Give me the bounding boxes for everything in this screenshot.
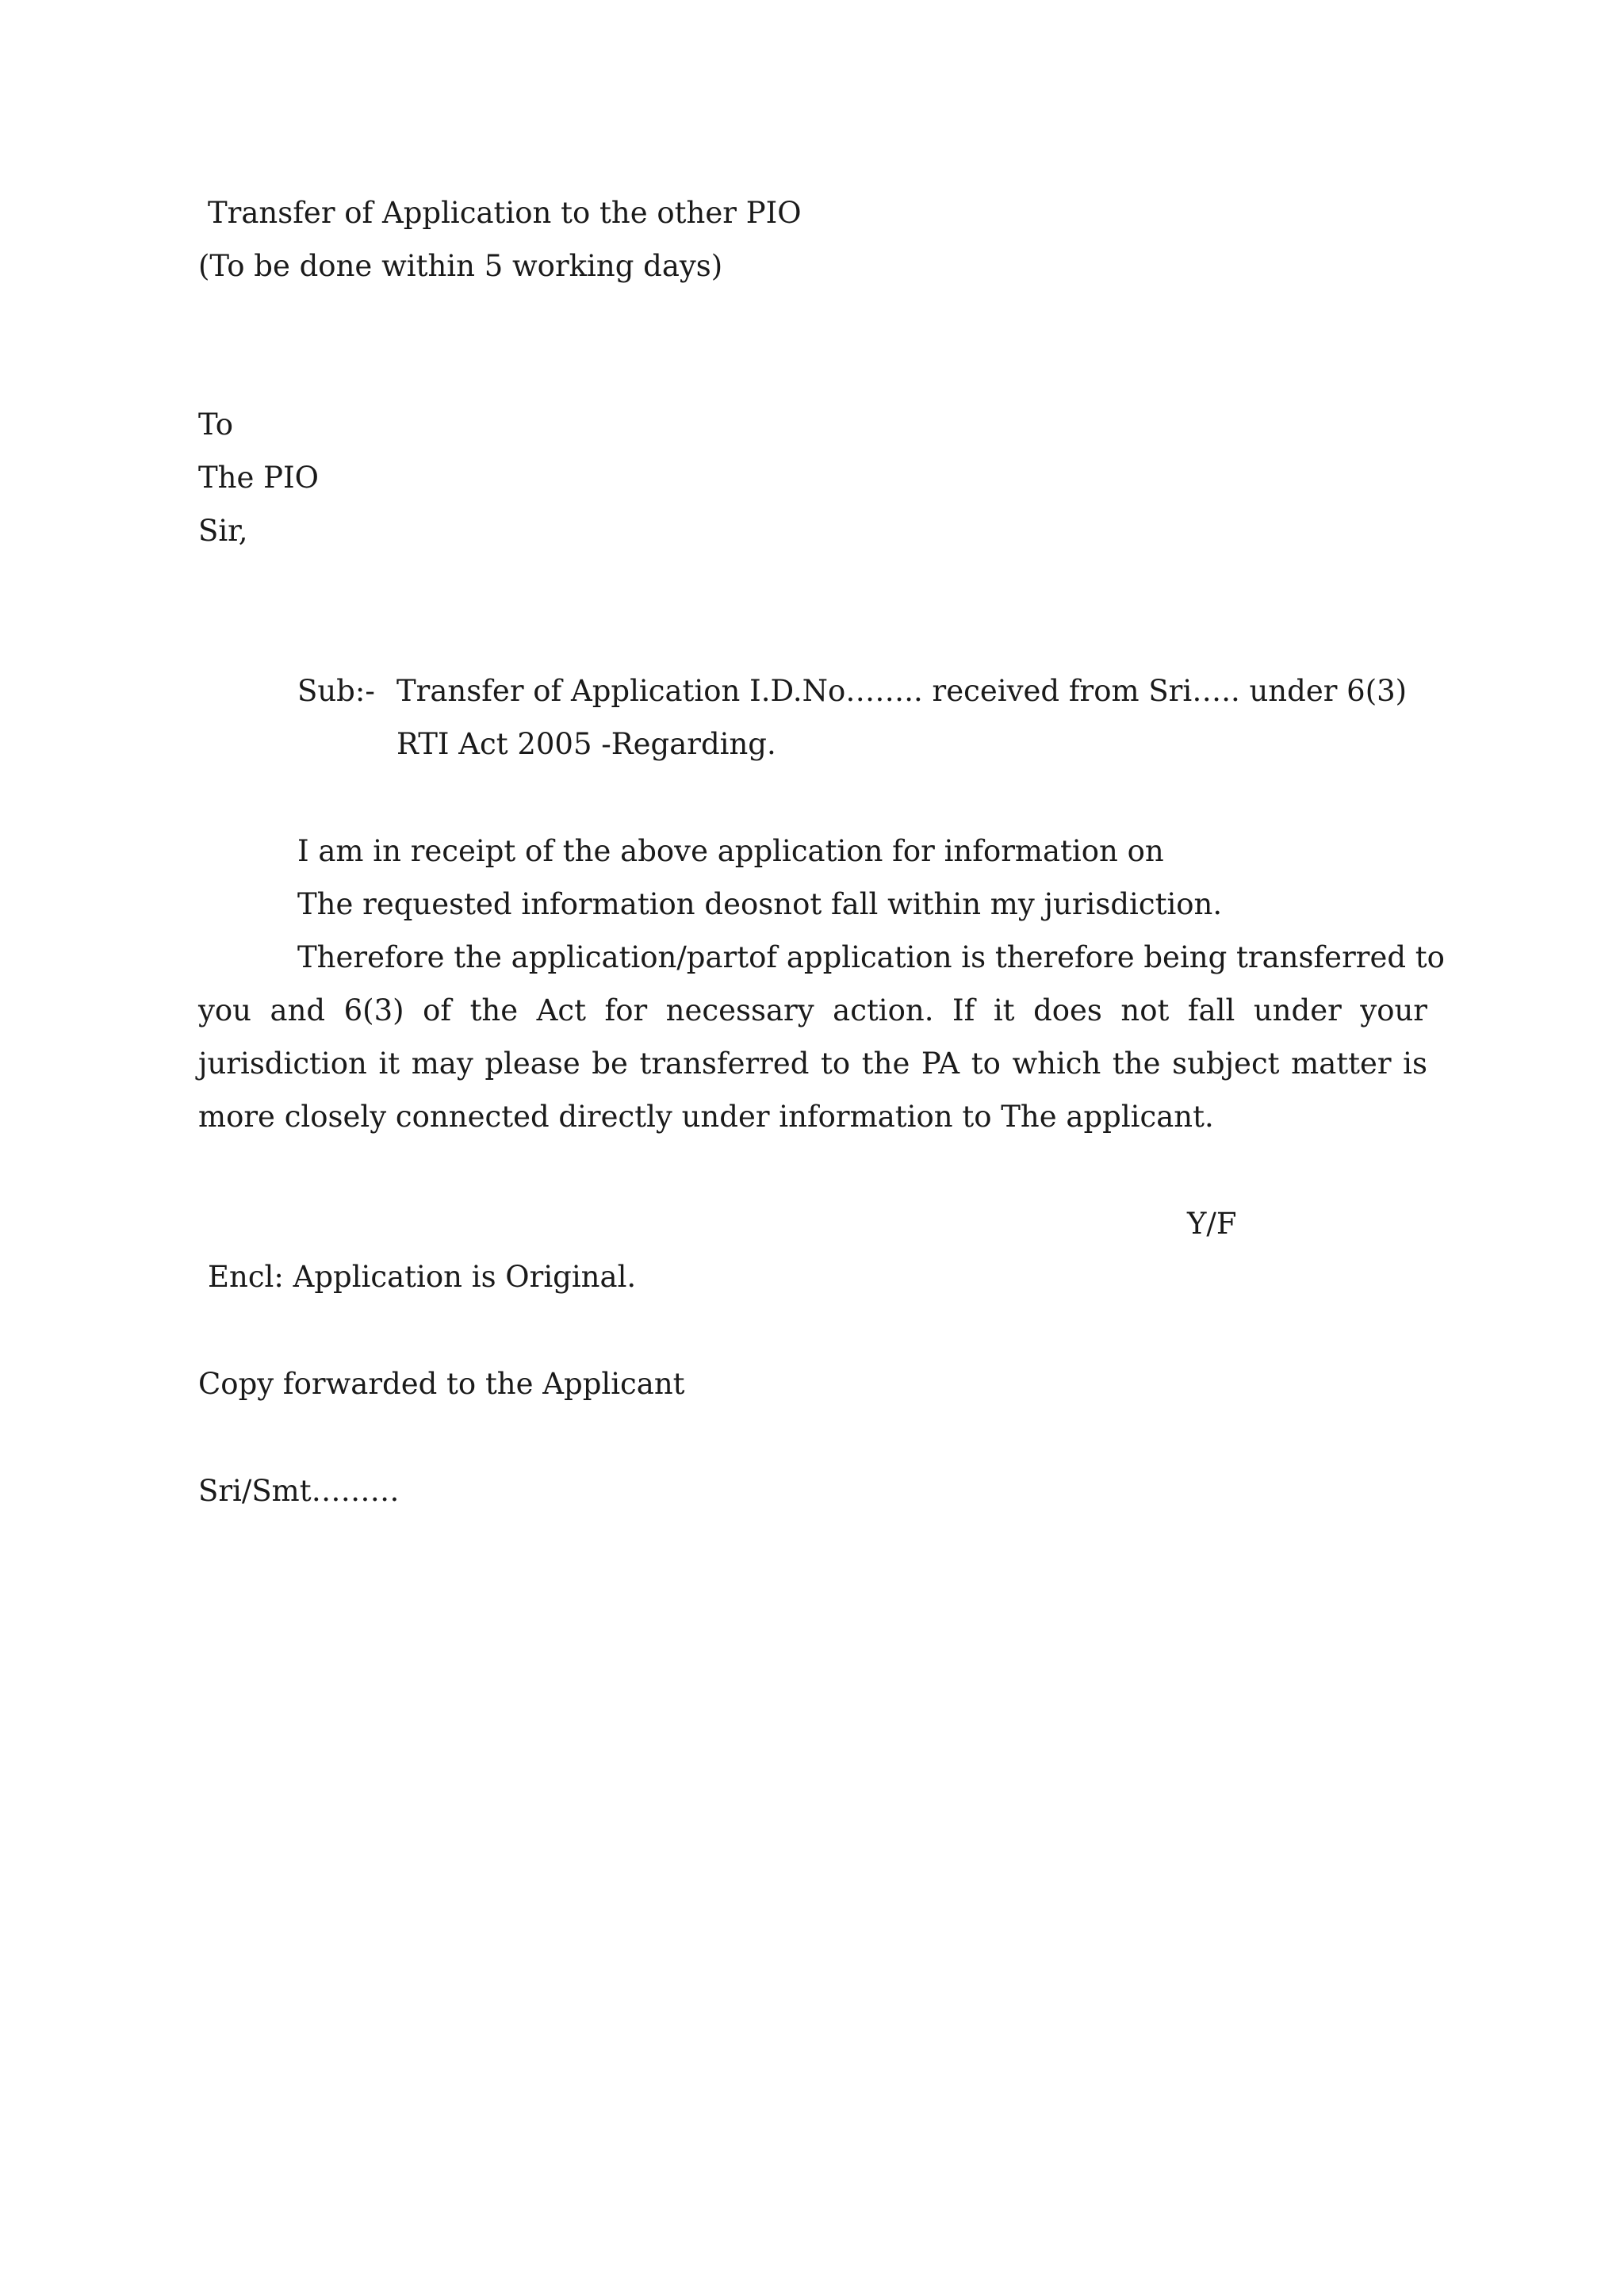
subject-line-2: RTI Act 2005 -Regarding. [396, 727, 776, 761]
signature: Y/F [1187, 1207, 1237, 1241]
subject-label: Sub:- [297, 674, 375, 708]
body-paragraph-3-first-line: Therefore the application/partof application is therefore being transferred to [297, 940, 1445, 974]
copy-forwarded-line: Copy forwarded to the Applicant [198, 1367, 685, 1401]
subject-line-1: Transfer of Application I.D.No…….. received from Sri….. under 6(3) [396, 674, 1408, 708]
body-paragraph-2: The requested information deosnot fall within my jurisdiction. [297, 887, 1223, 921]
document-title: Transfer of Application to the other PIO [208, 196, 802, 230]
salutation: Sir, [198, 514, 248, 548]
address-recipient: The PIO [198, 461, 320, 495]
address-to: To [198, 408, 234, 442]
copy-recipient-name: Sri/Smt……… [198, 1474, 400, 1508]
body-paragraph-3-continuation: you and 6(3) of the Act for necessary action. If it does not fall under your jurisdiction it may please be transferred to the PA to which the subject matter is more closely connected directly under information to The applicant. [198, 993, 1427, 1134]
enclosure-note: Encl: Application is Original. [208, 1260, 637, 1294]
body-paragraph-1: I am in receipt of the above application for information on [297, 834, 1164, 868]
document-subtitle: (To be done within 5 working days) [198, 249, 723, 283]
